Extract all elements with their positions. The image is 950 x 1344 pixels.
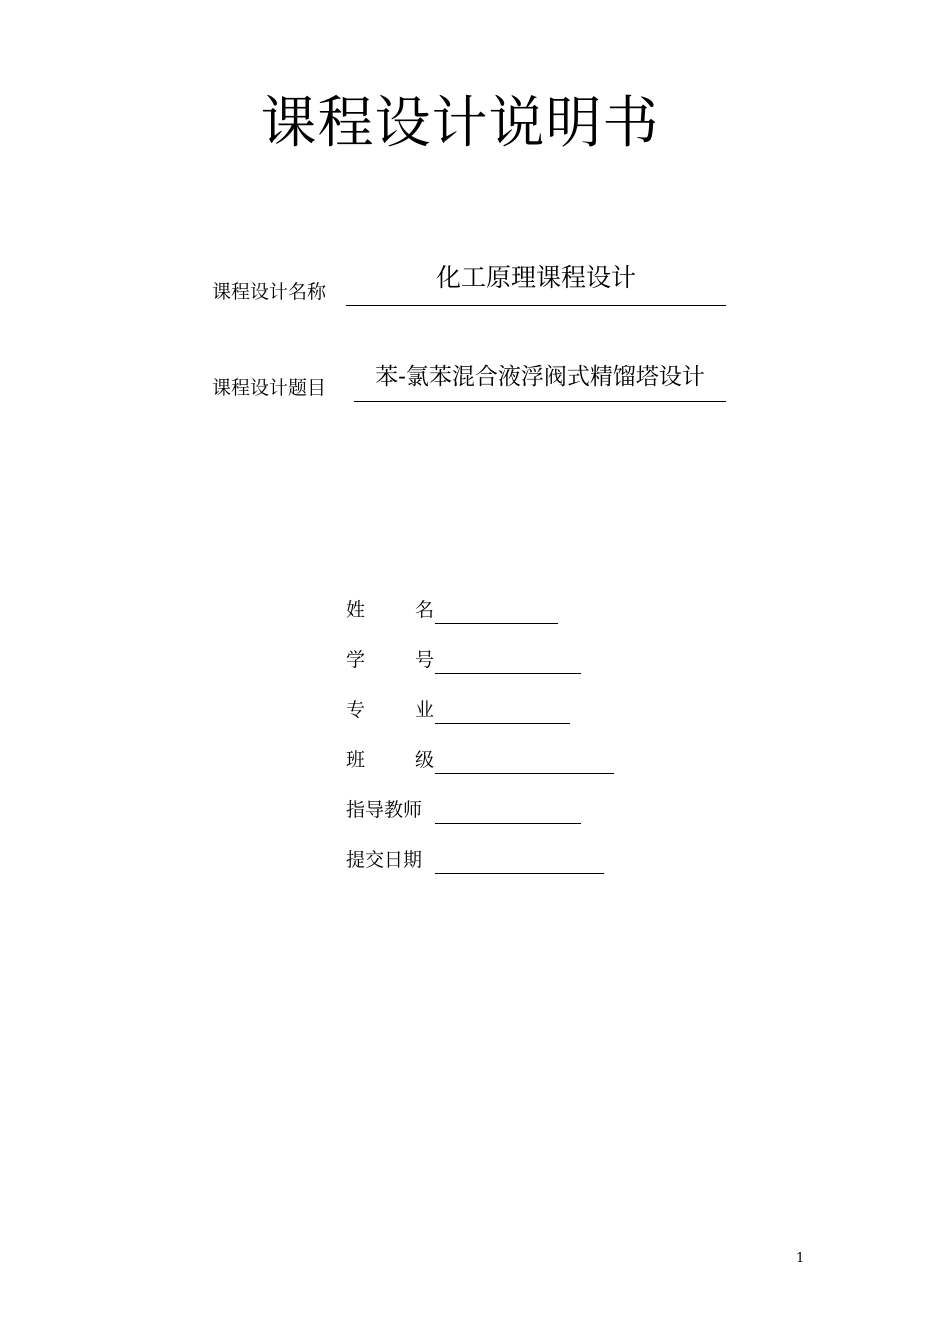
name-label: [346, 598, 434, 622]
name-label-char-1: 姓: [346, 599, 366, 621]
class-blank-line: [435, 747, 614, 774]
name-label-char-2: 名: [414, 599, 434, 621]
advisor-label: 指导教师: [346, 799, 423, 821]
major-label-char-2: 业: [414, 699, 434, 721]
course-title-value: 苯-氯苯混合液浮阀式精馏塔设计: [354, 357, 726, 402]
document-title: 课程设计说明书: [260, 91, 660, 156]
page-number: 1: [796, 1251, 805, 1266]
class-label-char-2: 级: [414, 749, 434, 771]
class-label-char-1: 班: [346, 749, 366, 771]
student-id-blank-line: [435, 647, 581, 674]
name-blank-line: [435, 597, 558, 624]
course-name-label: 课程设计名称: [212, 281, 327, 303]
major-blank-line: [435, 697, 570, 724]
class-label: [346, 748, 434, 772]
major-label: [346, 698, 434, 722]
submit-date-blank-line: [435, 847, 604, 874]
major-label-char-1: 专: [346, 699, 366, 721]
advisor-blank-line: [435, 797, 581, 824]
course-title-label: 课程设计题目: [212, 377, 327, 399]
student-id-label-char-2: 号: [414, 649, 434, 671]
submit-date-label: 提交日期: [346, 849, 423, 871]
course-name-value: 化工原理课程设计: [346, 261, 726, 306]
student-id-label: [346, 648, 434, 672]
student-id-label-char-1: 学: [346, 649, 366, 671]
